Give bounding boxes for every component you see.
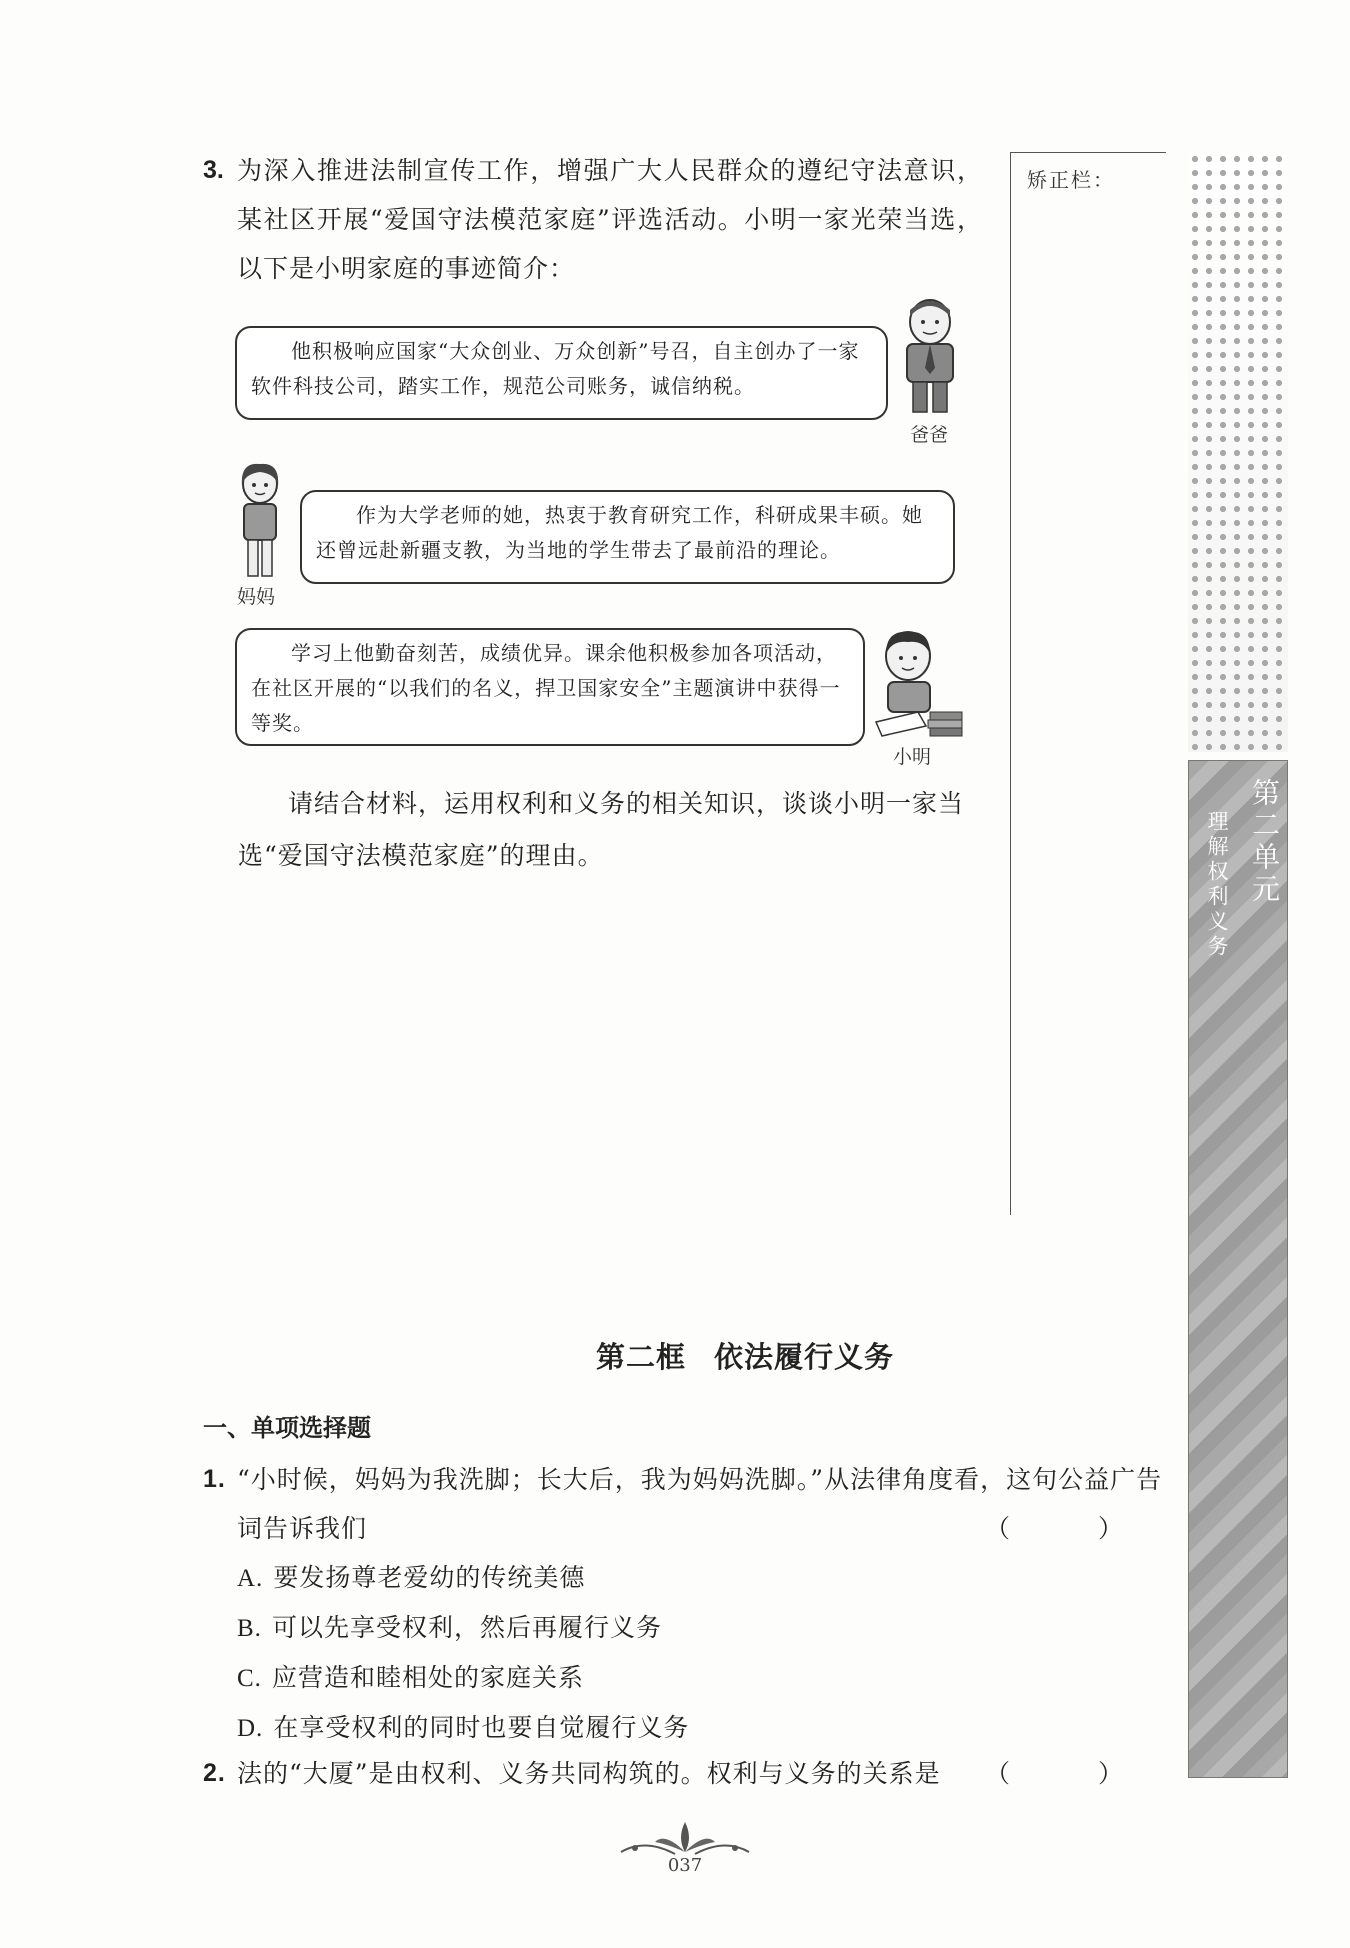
son-label: 小明 [893,746,932,768]
section-title [0,1335,1350,1376]
unit-number: 第二单元 [1248,778,1281,906]
section-name: 依法履行义务 [714,1342,895,1374]
mom-speech-bubble: 作为大学老师的她，热衷于教育研究工作，科研成果丰硕。她还曾远赴新疆支教，为当地的学生带去了最前沿的理论。 [300,490,955,584]
side-decoration [1188,152,1288,752]
unit-title: 理解权利义务 [1205,810,1229,960]
question-3 [203,146,983,293]
correction-label: 矫正栏： [1027,168,1115,192]
question-number: 2. [203,1759,226,1787]
question-number: 1. [203,1465,226,1493]
question-stem: “小时候，妈妈为我洗脚；长大后，我为妈妈洗脚。”从法律角度看，这句公益广告词告诉我们 [237,1465,1163,1543]
answer-bracket: （ ） [985,1759,1163,1788]
page-number: 037 [667,1855,703,1876]
ornament-icon [615,1818,755,1860]
son-speech-bubble: 学习上他勤奋刻苦，成绩优异。课余他积极参加各项活动，在社区开展的“以我们的名义，捍卫国家安全”主题演讲中获得一等奖。 [235,628,865,746]
option-b: B. 可以先享受权利，然后再履行义务 [237,1613,662,1642]
dad-label: 爸爸 [910,424,949,446]
mom-label: 妈妈 [237,586,276,608]
question-2 [203,1749,1163,1798]
question-intro: 为深入推进法制宣传工作，增强广大人民群众的遵纪守法意识，某社区开展“爱国守法模范家庭”评选活动。小明一家光荣当选，以下是小明家庭的事迹简介： [237,156,983,283]
correction-column [1010,152,1166,1215]
question-stem: 法的“大厦”是由权利、义务共同构筑的。权利与义务的关系是 [237,1759,941,1788]
answer-bracket: （ ） [985,1514,1163,1543]
choice-heading: 一、单项选择题 [203,1415,371,1442]
option-a: A. 要发扬尊老爱幼的传统美德 [237,1563,586,1592]
section-part: 第二框 [595,1342,686,1374]
option-d: D. 在享受权利的同时也要自觉履行义务 [237,1713,690,1742]
question-number: 3. [203,156,224,184]
dad-speech-bubble: 他积极响应国家“大众创业、万众创新”号召，自主创办了一家软件科技公司，踏实工作，规范公司账务，诚信纳税。 [235,326,888,420]
question-1 [203,1455,1163,1753]
option-c: C. 应营造和睦相处的家庭关系 [237,1663,584,1692]
mom-figure [232,462,288,582]
dad-figure [895,298,965,418]
son-figure [868,628,968,748]
question-3-prompt: 请结合材料，运用权利和义务的相关知识，谈谈小明一家当选“爱国守法模范家庭”的理由。 [238,789,965,870]
